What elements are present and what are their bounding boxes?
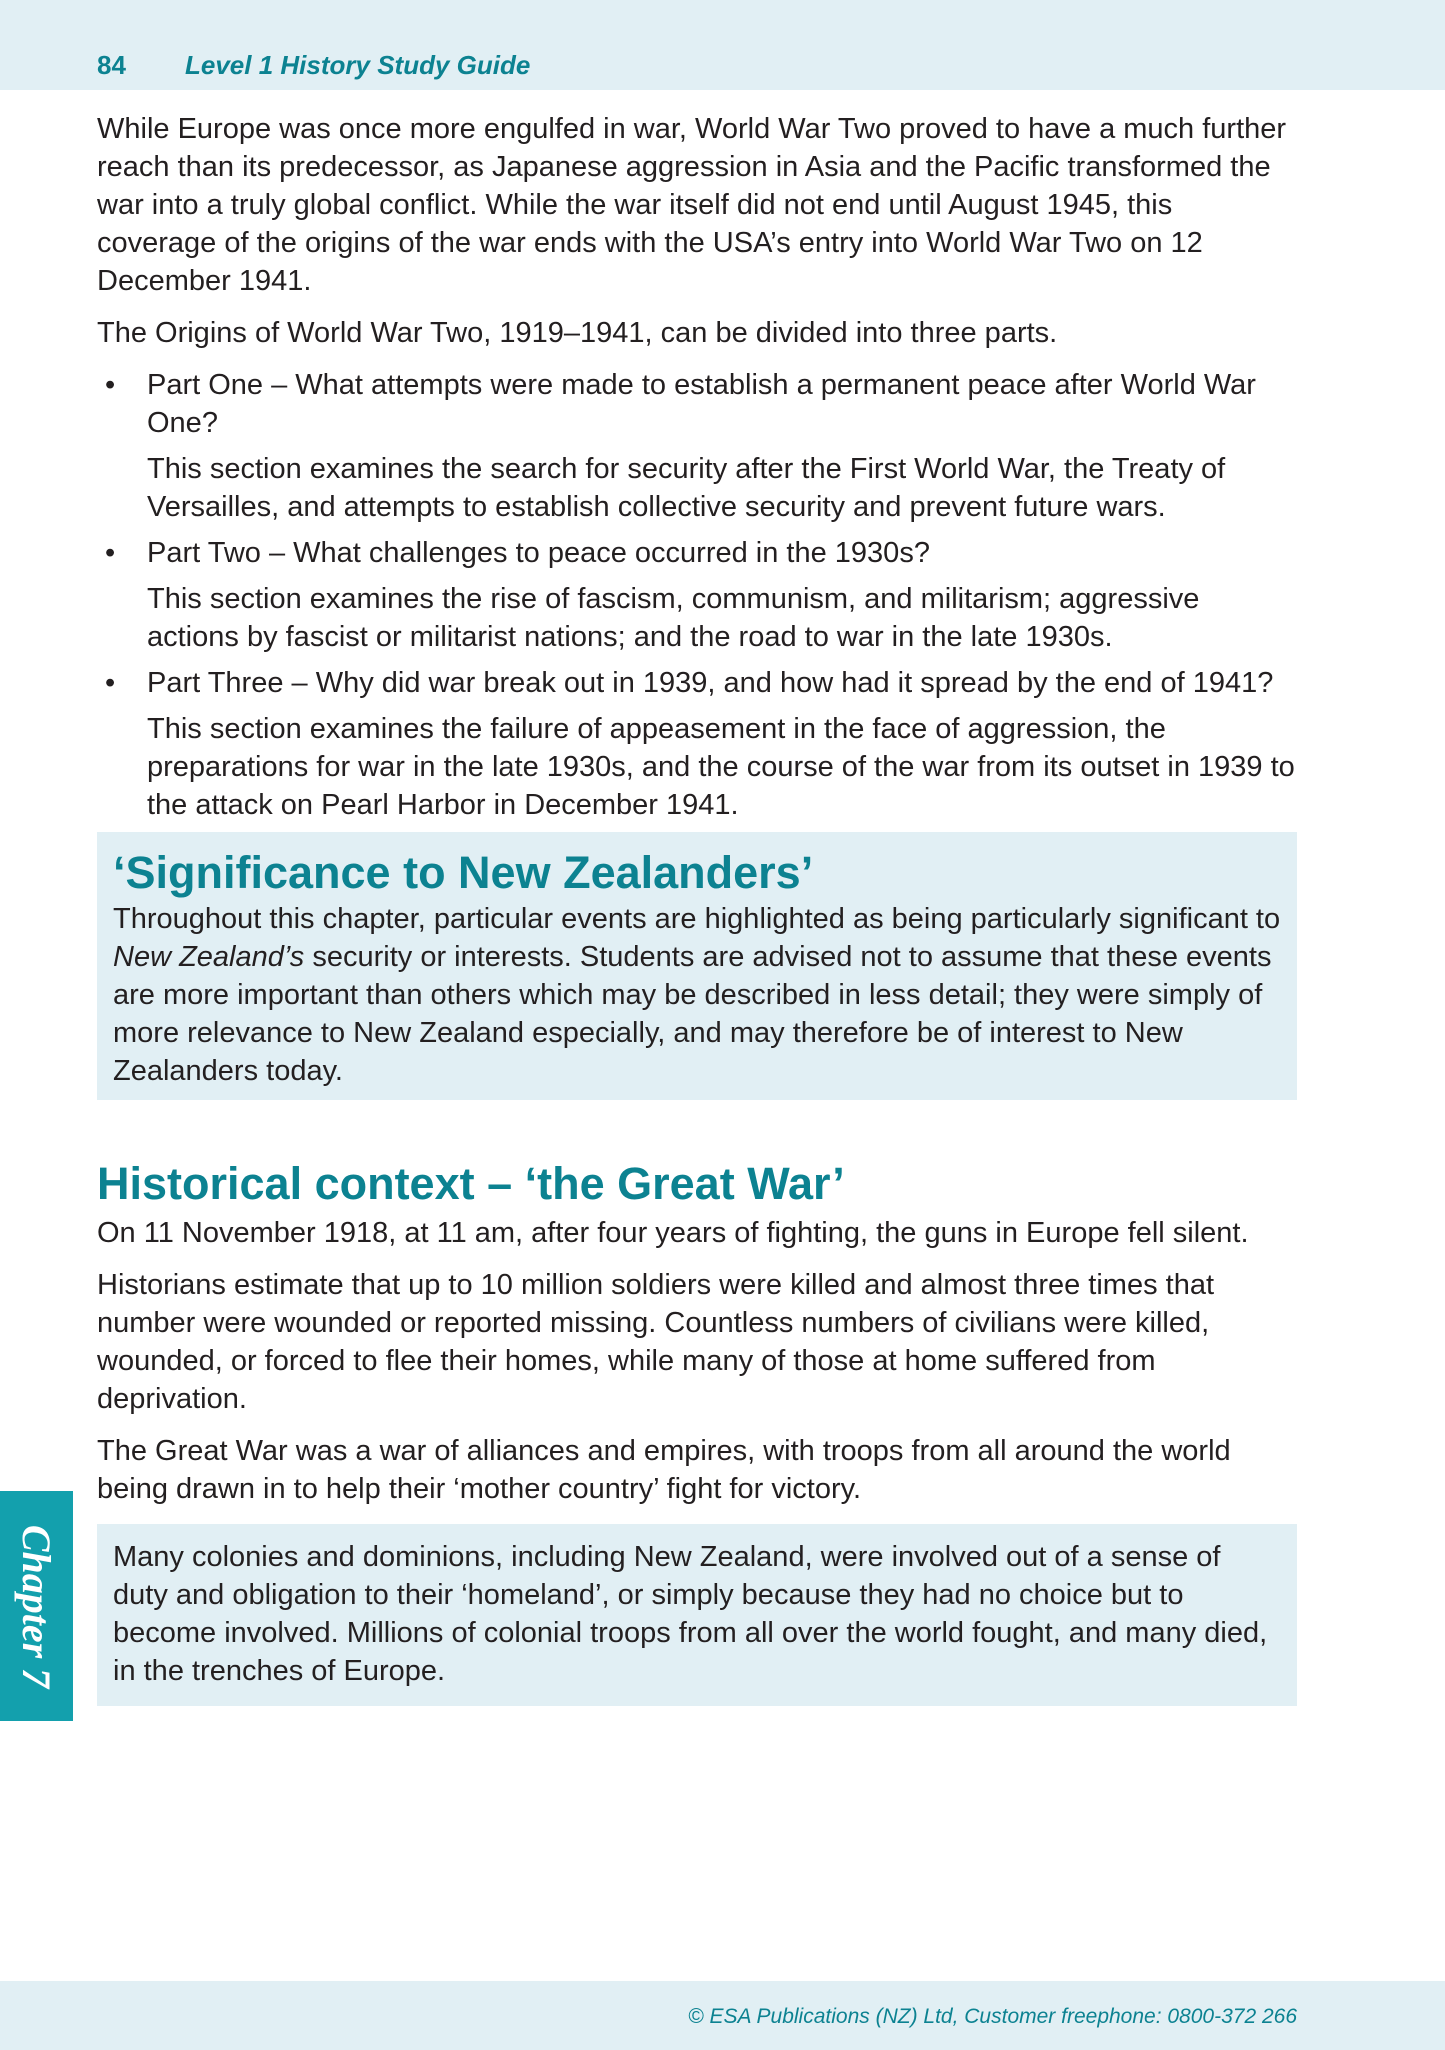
chapter-label: Chapter 7 xyxy=(14,1524,60,1688)
intro-paragraph: The Origins of World War Two, 1919–1941, can be divided into three parts. xyxy=(97,317,1058,349)
colonies-text: Many colonies and dominions, including New Zealand, were involved out of a sense of duty and obligation to their ‘homeland’, or simply because they had no choice but to become involved. Millions of colonial troops from all over the world fought, and many died, in the trenches of Europe. xyxy=(113,1541,1268,1687)
bullet-icon: • xyxy=(105,369,116,401)
emphasis-text: New Zealand’s xyxy=(113,941,305,973)
part-description: This section examines the rise of fascism, communism, and militarism; aggressive actions by fascist or militarist nations; and the road to war in the late 1930s. xyxy=(147,583,1200,653)
intro-paragraph: While Europe was once more engulfed in war, World War Two proved to have a much further reach than its predecessor, as Japanese aggression in Asia and the Pacific transformed the war into a truly global conflict. While the war itself did not end until August 1945, this coverage of the origins of the war ends with the USA’s entry into World War Two on 12 December 1941. xyxy=(97,113,1287,297)
section-title: Historical context – ‘the Great War’ xyxy=(97,1158,845,1209)
colonies-box xyxy=(97,1524,1297,1706)
part-heading: Part One – What attempts were made to establish a permanent peace after World War One? xyxy=(147,369,1256,439)
part-heading: Part Two – What challenges to peace occurred in the 1930s? xyxy=(147,537,930,569)
parts-list xyxy=(97,366,1297,824)
chapter-tab xyxy=(0,1491,73,1721)
part-description: This section examines the failure of appeasement in the face of aggression, the preparations for war in the late 1930s, and the course of the war from its outset in 1939 to the attack on Pearl Harbor in December 1941. xyxy=(147,713,1295,821)
main-content xyxy=(97,110,1297,1734)
part-description: This section examines the search for security after the First World War, the Treaty of Versailles, and attempts to establish collective security and prevent future wars. xyxy=(147,453,1226,523)
context-paragraph: Historians estimate that up to 10 million soldiers were killed and almost three times that number were wounded or reported missing. Countless numbers of civilians were killed, wounded, or forced to flee their homes, while many of those at home suffered from deprivation. xyxy=(97,1269,1215,1415)
running-title: Level 1 History Study Guide xyxy=(185,50,531,80)
page-number: 84 xyxy=(97,50,126,80)
significance-box xyxy=(97,832,1297,1100)
list-item xyxy=(97,534,1297,656)
list-item xyxy=(97,664,1297,824)
bullet-icon: • xyxy=(105,537,116,569)
list-item xyxy=(97,366,1297,526)
footer-text: © ESA Publications (NZ) Ltd, Customer freephone: 0800-372 266 xyxy=(688,2005,1297,2028)
context-paragraph: On 11 November 1918, at 11 am, after four years of fighting, the guns in Europe fell silent. xyxy=(97,1217,1249,1249)
part-heading: Part Three – Why did war break out in 1939, and how had it spread by the end of 1941? xyxy=(147,667,1274,699)
significance-title: ‘Significance to New Zealanders’ xyxy=(113,847,814,898)
bullet-icon: • xyxy=(105,667,116,699)
significance-text: Throughout this chapter, particular events are highlighted as being particularly significant to New Zealand’s security or interests. Students are advised not to assume that these events are more important than others which may be described in less detail; they were simply of more relevance to New Zealand especially, and may therefore be of interest to New Zealanders today. xyxy=(113,903,1281,1087)
context-paragraph: The Great War was a war of alliances and empires, with troops from all around the world being drawn in to help their ‘mother country’ fight for victory. xyxy=(97,1435,1231,1505)
